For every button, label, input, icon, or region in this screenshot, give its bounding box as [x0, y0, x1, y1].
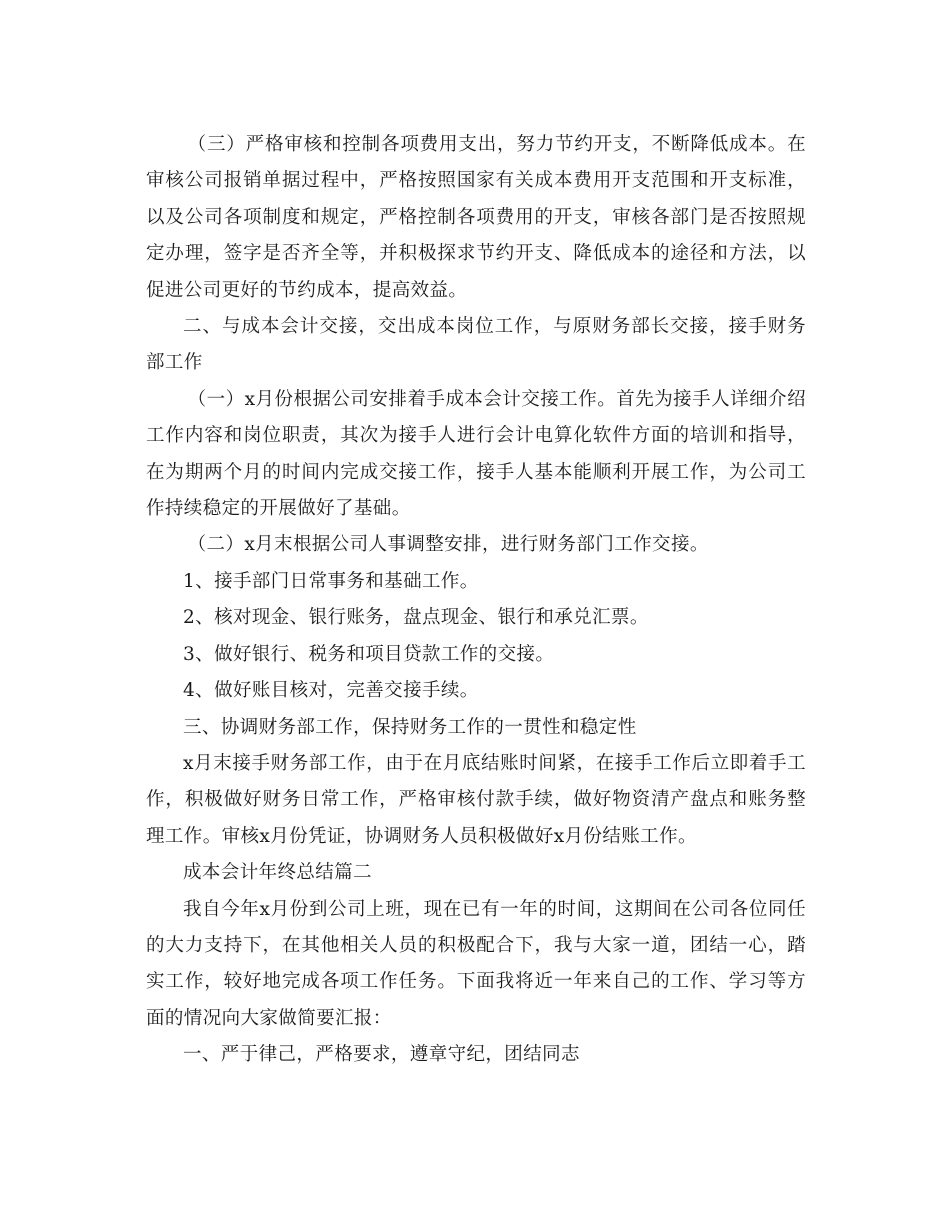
heading-handover-section: 二、与成本会计交接，交出成本岗位工作，与原财务部长交接，接手财务部工作 [146, 316, 806, 374]
list-item-3: 3、做好银行、税务和项目贷款工作的交接。 [183, 643, 555, 665]
paragraph-expense-control: （三）严格审核和控制各项费用支出，努力节约开支，不断降低成本。在审核公司报销单据过程中，严格按照国家有关成本费用开支范围和开支标准，以及公司各项制度和规定，严格控制各项费用的开支，审核各部门是否按照规定办理，签字是否齐全等，并积极探求节约开支、降低成本的途径和方法，以促进公司更好的节约成本，提高效益。 [146, 134, 806, 301]
paragraph-cost-accounting-handover: （一）x月份根据公司安排着手成本会计交接工作。首先为接手人详细介绍工作内容和岗位职责，其次为接手人进行会计电算化软件方面的培训和指导，在为期两个月的时间内完成交接工作，接手人基本能顺利开展工作，为公司工作持续稳定的开展做好了基础。 [146, 388, 806, 520]
paragraph-finance-dept-handover: （二）x月末根据公司人事调整安排，进行财务部门工作交接。 [187, 534, 709, 556]
document-body [146, 127, 806, 1074]
paragraph-intro-part-two: 我自今年x月份到公司上班，现在已有一年的时间，这期间在公司各位同任的大力支持下，在其他相关人员的积极配合下，我与大家一道，团结一心，踏实工作，较好地完成各项工作任务。下面我将近一年来自己的工作、学习等方面的情况向大家做简要汇报： [146, 898, 806, 1029]
heading-summary-part-two: 成本会计年终总结篇二 [183, 862, 373, 884]
heading-discipline-section: 一、严于律己，严格要求，遵章守纪，团结同志 [183, 1044, 580, 1066]
heading-coordination-section: 三、协调财务部工作，保持财务工作的一贯性和稳定性 [183, 716, 637, 738]
list-item-1: 1、接手部门日常事务和基础工作。 [183, 570, 479, 592]
list-item-2: 2、核对现金、银行账务，盘点现金、银行和承兑汇票。 [183, 607, 649, 629]
list-item-4: 4、做好账目核对，完善交接手续。 [183, 680, 479, 702]
paragraph-month-end-takeover: x月末接手财务部工作，由于在月底结账时间紧，在接手工作后立即着手工作，积极做好财务日常工作，严格审核付款手续，做好物资清产盘点和账务整理工作。审核x月份凭证，协调财务人员积极做好x月份结账工作。 [146, 752, 806, 847]
